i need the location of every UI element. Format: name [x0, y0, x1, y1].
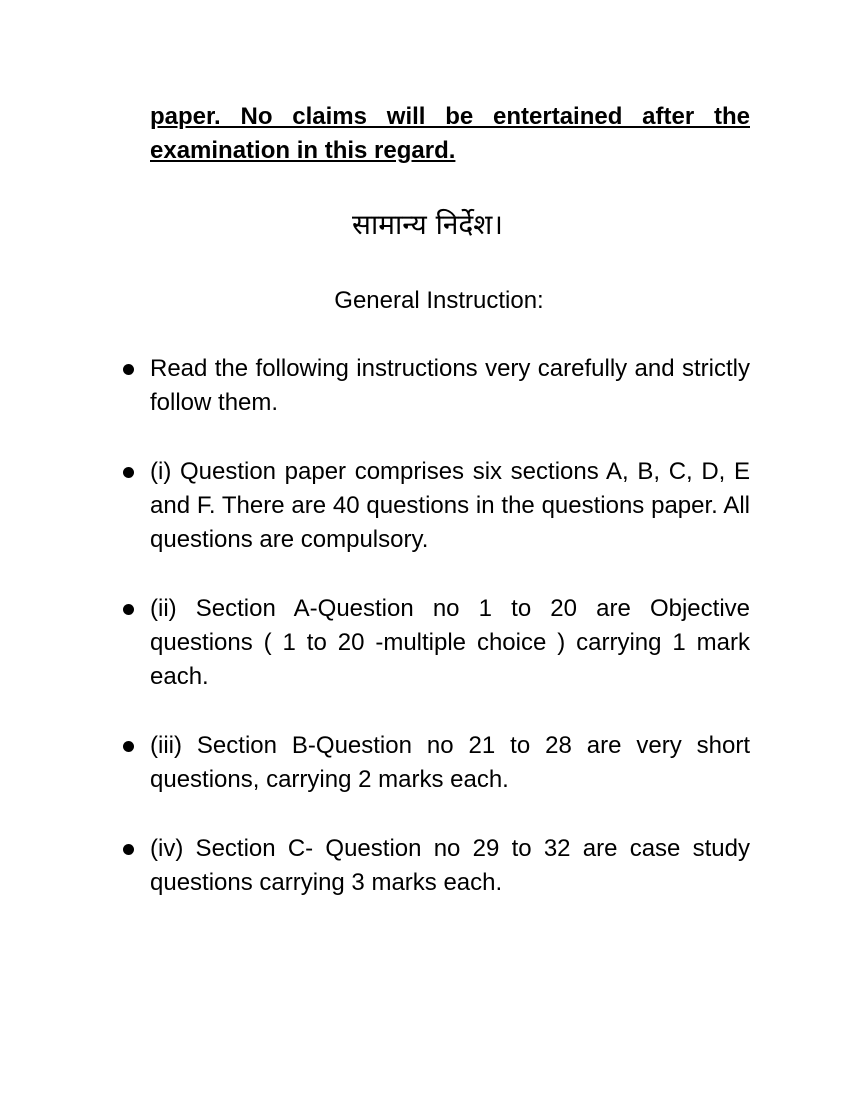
- hindi-heading: सामान्य निर्देश।: [352, 208, 503, 241]
- instruction-text: (i) Question paper comprises six sections A, B, C, D, E and F. There are 40 questions in the questions paper. All questions are compulsory.: [150, 458, 750, 553]
- list-item: [0, 832, 850, 900]
- instruction-text: Read the following instructions very carefully and strictly follow them.: [150, 355, 750, 416]
- instruction-text: (iii) Section B-Question no 21 to 28 are very short questions, carrying 2 marks each.: [150, 732, 750, 793]
- instruction-text: (iv) Section C- Question no 29 to 32 are case study questions carrying 3 marks each.: [150, 835, 750, 896]
- intro-paragraph: paper. No claims will be entertained after the examination in this regard.: [150, 103, 750, 164]
- bullet-icon: [123, 844, 134, 855]
- english-heading: General Instruction:: [334, 287, 544, 314]
- bullet-icon: [123, 467, 134, 478]
- list-item: [0, 352, 850, 420]
- list-item: [0, 455, 850, 557]
- list-item: [0, 592, 850, 694]
- bullet-icon: [123, 741, 134, 752]
- instruction-text: (ii) Section A-Question no 1 to 20 are Objective questions ( 1 to 20 -multiple choice ) carrying 1 mark each.: [150, 595, 750, 690]
- bullet-icon: [123, 364, 134, 375]
- bullet-icon: [123, 604, 134, 615]
- list-item: [0, 729, 850, 797]
- instruction-list: [0, 352, 850, 900]
